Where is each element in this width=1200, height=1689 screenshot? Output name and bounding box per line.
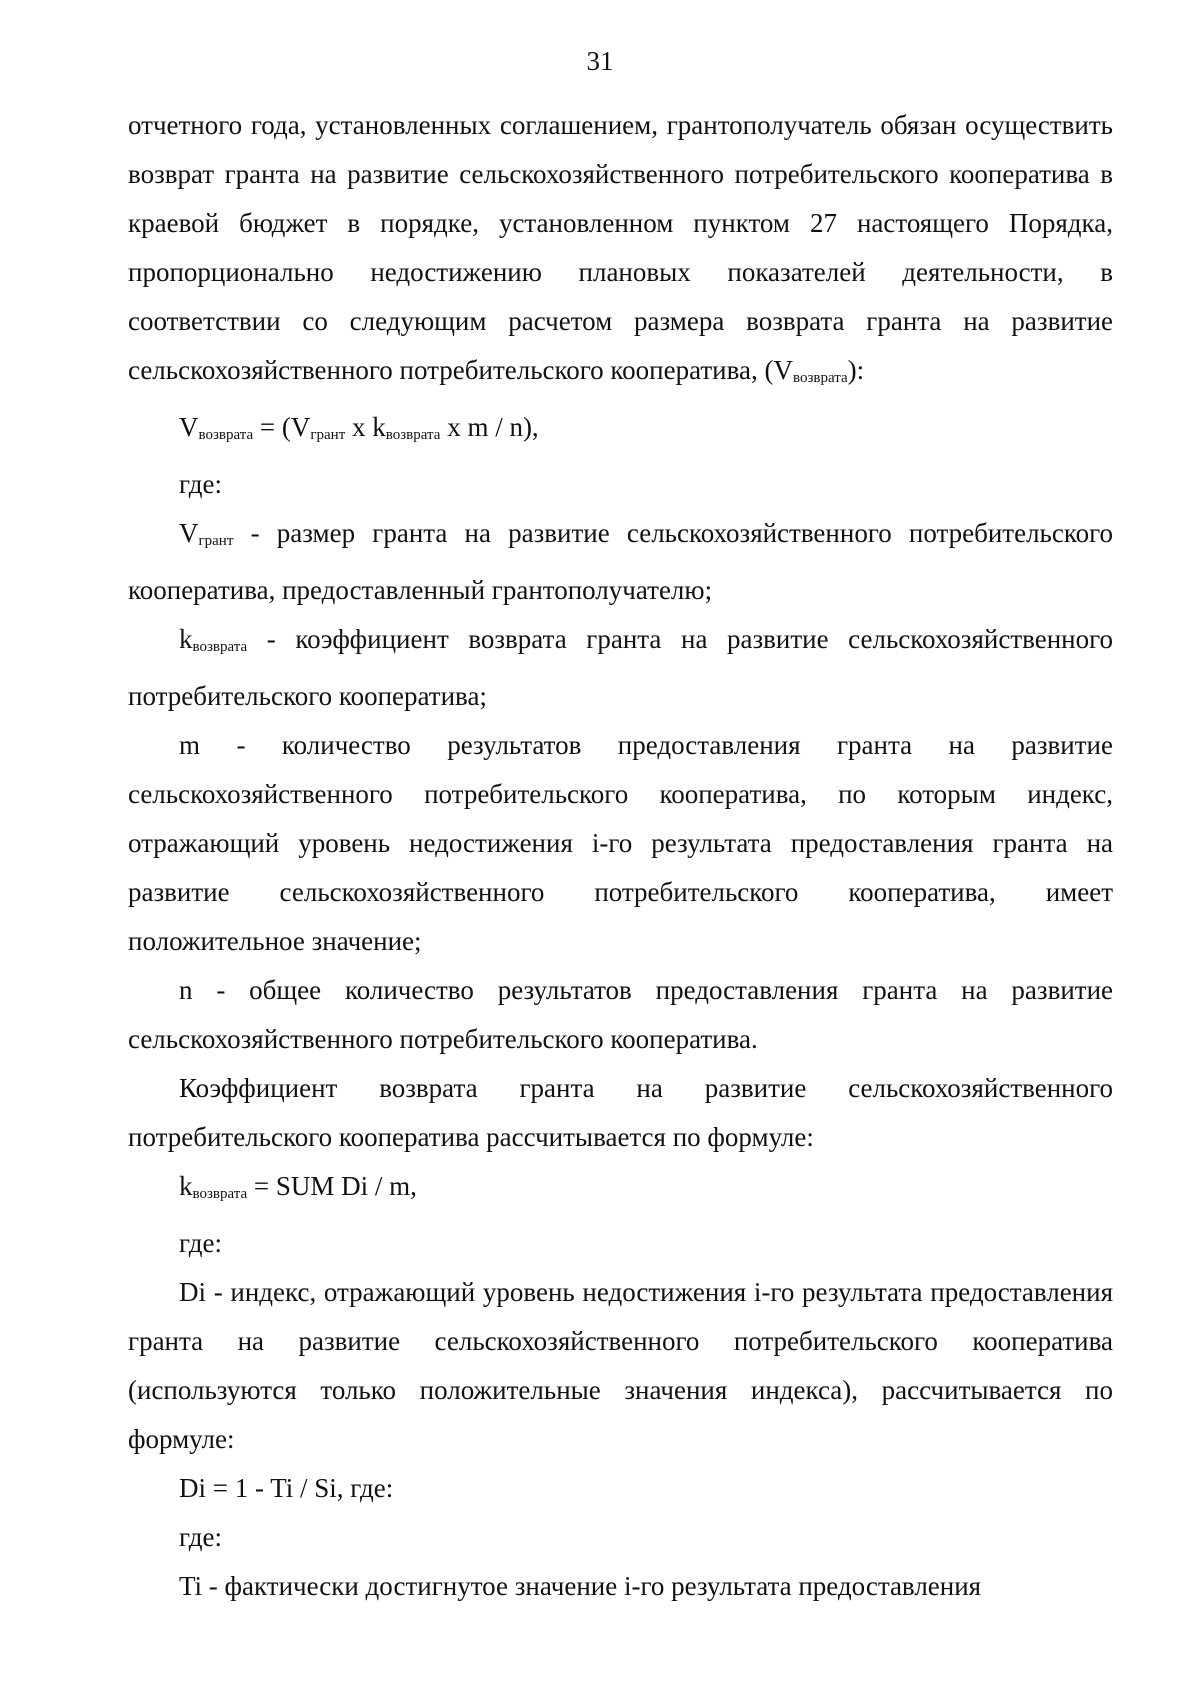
- definition-symbol: V: [179, 518, 199, 548]
- where-label: где:: [179, 1522, 222, 1552]
- formula-v-vozvrata: [128, 403, 1113, 460]
- formula-part: x k: [345, 412, 386, 442]
- definition-ti: Ti - фактически достигнутое значение i-го результата предоставления: [179, 1571, 982, 1601]
- coefficient-intro: Коэффициент возврата гранта на развитие сельскохозяйственного потребительского кооператива рассчитывается по формуле:: [128, 1073, 1113, 1152]
- definition-symbol: k: [179, 624, 193, 654]
- paragraph-continuation: [128, 101, 1113, 403]
- formula-part: = SUM Di / m,: [247, 1171, 417, 1201]
- paragraph-continuation-text: отчетного года, установленных соглашением, грантополучатель обязан осуществить возврат гранта на развитие сельскохозяйственного потребительского кооператива в краевой бюджет в порядке, установленном пунктом 27 настоящего Порядка, пропорционально недостижению плановых показателей деятельности, в соответствии со следующим расчетом размера возврата гранта на развитие сельскохозяйственного потребительского кооператива, (V: [128, 110, 1113, 385]
- formula-part: = (V: [253, 412, 311, 442]
- definition-text: - размер гранта на развитие сельскохозяйственного потребительского кооператива, предоставленный грантополучателю;: [128, 518, 1113, 605]
- formula-subscript: возврата: [198, 427, 254, 443]
- formula-subscript: возврата: [192, 1186, 248, 1202]
- definition-di: Di - индекс, отражающий уровень недостижения i-го результата предоставления гранта на развитие сельскохозяйственного потребительского кооператива (используются только положительные значения индекса), рассчитывается по формуле:: [128, 1277, 1113, 1454]
- definition-v-grant: [128, 509, 1113, 615]
- formula-k-vozvrata: [128, 1162, 1113, 1219]
- formula-subscript: возврата: [385, 427, 441, 443]
- definition-text: - коэффициент возврата гранта на развитие сельскохозяйственного потребительского кооператива;: [128, 624, 1113, 711]
- document-body: [128, 101, 1113, 1611]
- definition-subscript: грант: [198, 533, 234, 549]
- formula-symbol: V: [179, 412, 199, 442]
- definition-subscript: возврата: [192, 639, 248, 655]
- where-label: где:: [179, 469, 222, 499]
- subscript-vozvrata: возврата: [792, 370, 848, 386]
- paragraph-continuation-end: ):: [847, 355, 865, 385]
- formula-subscript: грант: [310, 427, 346, 443]
- definition-m: m - количество результатов предоставления гранта на развитие сельскохозяйственного потребительского кооператива, по которым индекс, отражающий уровень недостижения i-го результата предоставления гранта на развитие сельскохозяйственного потребительского кооператива, имеет положительное значение;: [128, 730, 1113, 956]
- formula-part: x m / n),: [440, 412, 539, 442]
- formula-di: Di = 1 - Ti / Si, где:: [179, 1473, 394, 1503]
- where-label: где:: [179, 1228, 222, 1258]
- definition-n: n - общее количество результатов предоставления гранта на развитие сельскохозяйственного потребительского кооператива.: [128, 975, 1113, 1054]
- formula-symbol: k: [179, 1171, 193, 1201]
- definition-k-vozvrata: [128, 615, 1113, 721]
- page-number: 31: [586, 46, 614, 76]
